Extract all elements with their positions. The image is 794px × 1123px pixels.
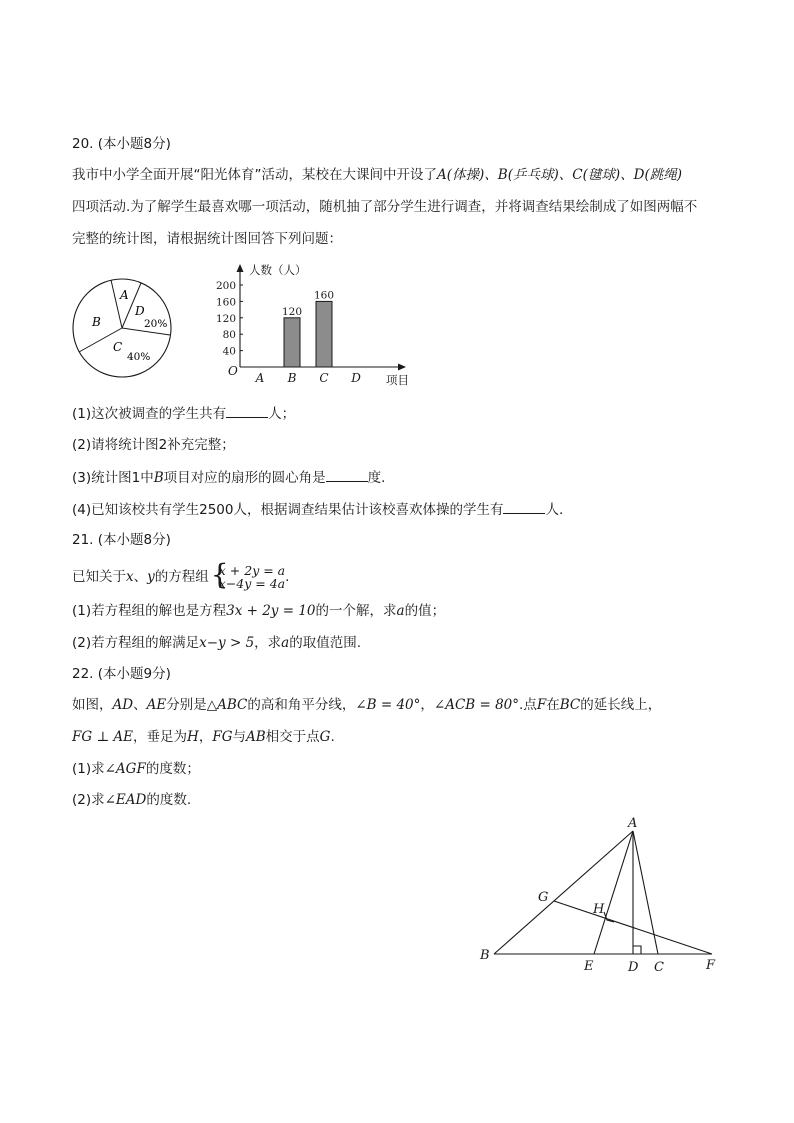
q20-sub4 — [72, 499, 563, 520]
q21-sub1-var: a — [396, 603, 405, 619]
y-tick-label: 200 — [215, 280, 236, 292]
y-tick-label: 120 — [215, 312, 236, 325]
q21-header: 21. (本小题8分) — [72, 532, 171, 548]
q21-eq2: x−4y = 4a — [218, 576, 286, 591]
bar-c — [316, 301, 332, 367]
q20-sub1-suffix: 人； — [268, 406, 296, 422]
point-label-a: A — [628, 816, 638, 831]
q22-line1-mid4: 在 — [546, 697, 560, 713]
q22-sub2 — [72, 790, 191, 810]
right-angle-mark-d — [633, 946, 641, 954]
q22-seg-ab: AB — [245, 729, 266, 745]
point-label-c: C — [654, 960, 664, 975]
q20-line3: 完整的统计图，请根据统计图回答下列问题： — [72, 231, 342, 247]
q22-point-g: G — [319, 729, 331, 745]
q20-sub3-answer-blank[interactable] — [326, 467, 368, 482]
q20-option-d: D(跳绳) — [633, 167, 682, 183]
q22-line1-comma: ， — [420, 697, 434, 713]
y-tick-label: 80 — [222, 329, 236, 342]
q22-perp-fg-ae: FG ⊥ AE — [72, 729, 134, 745]
q21-equation-system — [210, 558, 286, 591]
q20-sub1-answer-blank[interactable] — [226, 403, 268, 418]
triangle-figure — [470, 812, 730, 982]
point-label-f: F — [706, 958, 716, 973]
q21-sep: 、 — [133, 569, 148, 585]
q21-sub2-inequality: x−y > 5 — [199, 635, 255, 651]
q21-intro — [72, 558, 290, 591]
q21-intro-end: . — [285, 569, 290, 585]
q22-triangle: △ABC — [206, 697, 248, 713]
x-tick-label: A — [255, 371, 265, 385]
q22-sub1 — [72, 759, 200, 779]
q21-intro-mid: 的方程组 — [154, 569, 209, 585]
point-label-g: G — [538, 890, 549, 905]
q20-sub3-mid: 项目对应的扇形的圆心角是 — [163, 470, 326, 486]
q20-sub4-text: (4)已知该校共有学生2500人，根据调查结果估计该校喜欢体操的学生有 — [72, 502, 504, 518]
q22-seg-ae: AE — [146, 697, 167, 713]
pie-chart — [68, 278, 178, 382]
q21-sub1-suffix: 的值； — [404, 603, 446, 619]
q21-sub2 — [72, 633, 361, 653]
point-label-b: B — [480, 948, 490, 963]
q22-sub2-suffix: 的度数. — [146, 792, 192, 808]
left-brace-icon: { — [210, 558, 229, 591]
q22-sub1-angle: ∠AGF — [104, 761, 146, 777]
q22-sub2-angle: ∠EAD — [104, 792, 147, 808]
q22-point-f: F — [536, 697, 547, 713]
point-label-e: E — [584, 959, 594, 974]
y-axis-label: 人数（人） — [249, 263, 307, 277]
q20-option-b: B(乒乓球)、 — [497, 167, 573, 183]
q22-line1-mid: 分别是 — [166, 697, 207, 713]
pie-pct-c: 40% — [127, 351, 151, 363]
q22-seg-ad: AD — [112, 697, 134, 713]
segment-ac — [633, 831, 658, 954]
q21-sub1-text: (1)若方程组的解也是方程 — [72, 603, 227, 619]
bar-chart — [210, 256, 420, 390]
q22-sub2-text: (2)求 — [72, 792, 105, 808]
q22-line2-mid3: 相交于点 — [265, 729, 320, 745]
q22-line1 — [72, 695, 661, 715]
q22-line1-mid2: 的高和角平分线， — [247, 697, 356, 713]
q21-sub1 — [72, 601, 445, 621]
q20-sub3 — [72, 467, 385, 488]
q21-var-y: y — [147, 569, 155, 585]
q21-sub2-var: a — [281, 635, 290, 651]
x-tick-label: D — [351, 371, 361, 385]
q22-point-h: H — [187, 729, 199, 745]
q21-sub1-equation: 3x + 2y = 10 — [226, 603, 316, 619]
y-tick-label: 40 — [222, 345, 236, 358]
q22-angle-b: ∠B = 40° — [355, 697, 421, 713]
point-label-h: H — [593, 902, 605, 917]
q21-sub1-mid: 的一个解，求 — [315, 603, 397, 619]
q21-intro-text: 已知关于 — [72, 569, 126, 585]
q20-sub2: (2)请将统计图2补充完整； — [72, 437, 235, 453]
q22-angle-acb: ∠ACB = 80° — [433, 697, 520, 713]
q22-line2 — [72, 727, 335, 747]
pie-label-b: B — [92, 315, 101, 329]
q22-line1-mid3: .点 — [519, 697, 537, 713]
segment-ae — [594, 831, 633, 954]
origin-label: O — [228, 364, 238, 378]
q22-line2-mid2: 与 — [232, 729, 246, 745]
point-label-d: D — [628, 960, 639, 975]
x-axis-label: 项目 — [386, 373, 409, 387]
q20-sub3-suffix: 度. — [367, 470, 386, 486]
q20-line1 — [72, 165, 682, 185]
q22-line2-mid: ，垂足为 — [133, 729, 188, 745]
bar-b — [284, 318, 300, 367]
pie-label-c: C — [113, 340, 123, 354]
q22-sub1-suffix: 的度数； — [145, 761, 200, 777]
q21-sub2-text: (2)若方程组的解满足 — [72, 635, 200, 651]
q22-line1-text: 如图， — [72, 697, 113, 713]
q22-header: 22. (本小题9分) — [72, 666, 171, 682]
bar-label-c: 160 — [313, 289, 335, 302]
q20-sub1-text: (1)这次被调查的学生共有 — [72, 406, 227, 422]
pie-label-d: D — [135, 304, 145, 318]
q20-line1-text: 我市中小学全面开展“阳光体育”活动，某校在大课间中开设了 — [72, 167, 437, 183]
q22-line2-suffix: . — [330, 729, 335, 745]
q21-eq1: x + 2y = a — [218, 563, 286, 578]
pie-pct-d: 20% — [144, 318, 168, 330]
q20-sub3-var: B — [153, 470, 164, 486]
q22-seg-bc: BC — [559, 697, 581, 713]
q22-line2-comma: ， — [198, 729, 213, 745]
q20-header: 20. (本小题8分) — [72, 136, 171, 152]
q20-sub4-answer-blank[interactable] — [503, 499, 545, 514]
q20-line2: 四项活动.为了解学生最喜欢哪一项活动，随机抽了部分学生进行调查，并将调查结果绘制成了如图两幅不 — [72, 199, 698, 215]
x-tick-label: C — [319, 371, 329, 385]
q21-sub2-mid: ，求 — [254, 635, 282, 651]
x-tick-label: B — [287, 371, 297, 385]
q21-var-x: x — [126, 569, 134, 585]
segment-ab — [494, 831, 633, 954]
x-axis-arrow-icon — [398, 364, 406, 371]
q22-seg-fg: FG — [212, 729, 233, 745]
q21-sub2-suffix: 的取值范围. — [289, 635, 362, 651]
q20-option-a: A(体操)、 — [437, 167, 498, 183]
q22-sub1-text: (1)求 — [72, 761, 105, 777]
q22-line1-suffix: 的延长线上， — [580, 697, 662, 713]
q22-line1-sep: 、 — [133, 697, 147, 713]
q20-option-c: C(毽球)、 — [572, 167, 634, 183]
y-axis-arrow-icon — [237, 264, 244, 272]
q20-sub3-text: (3)统计图1中 — [72, 470, 154, 486]
q20-sub1 — [72, 403, 295, 424]
q20-sub4-suffix: 人. — [545, 502, 564, 518]
pie-label-a: A — [120, 288, 129, 302]
bar-label-b: 120 — [281, 305, 303, 318]
y-tick-label: 160 — [215, 296, 236, 309]
